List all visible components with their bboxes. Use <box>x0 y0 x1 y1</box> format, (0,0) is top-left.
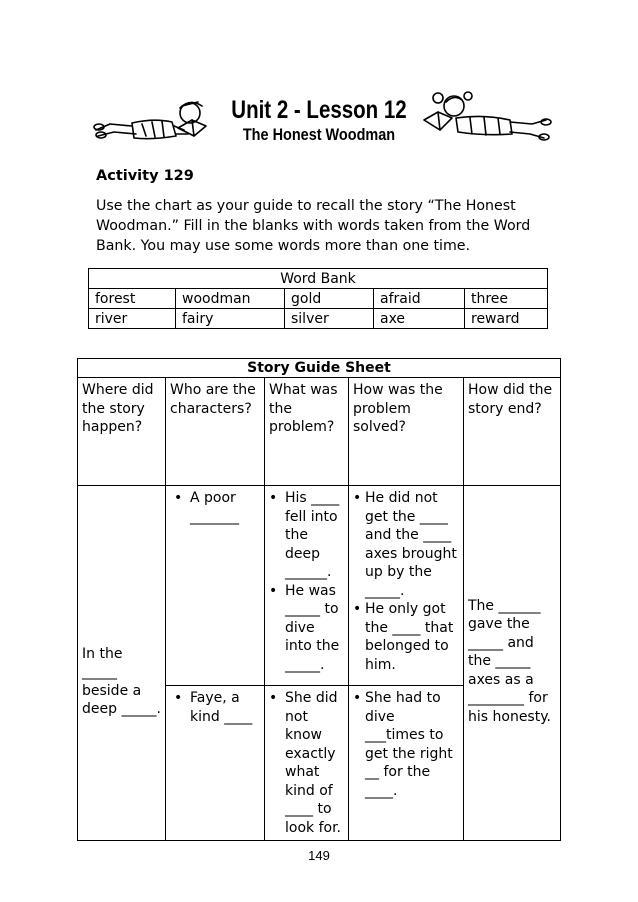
bullet-icon: • <box>269 690 278 706</box>
bullet-icon: • <box>269 490 278 506</box>
solved-cell-2 <box>349 686 464 841</box>
lesson-title: Unit 2 - Lesson 12 <box>231 96 407 124</box>
header-where: Where did the story happen? <box>78 378 166 486</box>
solution-1: He did not get the ____ and the ____ axes brought up by the _____. <box>365 490 457 599</box>
end-cell: The ______ gave the _____ and the _____ axes as a ________ for his honesty. <box>464 486 561 841</box>
word-bank-cell: woodman <box>176 289 285 309</box>
bullet-icon: • <box>174 490 183 506</box>
bullet-icon: • <box>353 601 362 617</box>
word-bank-table <box>88 268 548 329</box>
word-bank-cell: fairy <box>176 309 285 329</box>
activity-instructions: Use the chart as your guide to recall the story “The Honest Woodman.” Fill in the blanks with words taken from the Word Bank. You may use some words more than one time. <box>96 198 531 254</box>
bullet-icon: • <box>269 582 278 599</box>
activity-label: Activity 129 <box>96 168 194 184</box>
solution-3: She had to dive ___times to get the right __ for the ____. <box>365 690 453 799</box>
word-bank-cell: gold <box>285 289 374 309</box>
bullet-icon: • <box>174 690 183 706</box>
who-cell-1 <box>166 486 265 686</box>
header-end: How did the story end? <box>464 378 561 486</box>
word-bank-title: Word Bank <box>89 269 548 289</box>
lesson-subtitle: The Honest Woodman <box>242 125 396 144</box>
word-bank-cell: axe <box>374 309 465 329</box>
problem-1: His ____ fell into the deep ______. <box>285 490 340 580</box>
solved-cell-1 <box>349 486 464 686</box>
problem-cell-2 <box>265 686 349 841</box>
problem-3: She did not know exactly what kind of ____ to look for. <box>285 690 341 836</box>
word-bank-row <box>89 309 548 329</box>
header-who: Who are the characters? <box>166 378 265 486</box>
word-bank-cell: river <box>89 309 176 329</box>
page-number: 149 <box>308 848 330 863</box>
word-bank-cell: forest <box>89 289 176 309</box>
header-solved: How was the problem solved? <box>349 378 464 486</box>
bullet-icon: • <box>353 490 362 506</box>
character-1: A poor _______ <box>190 490 239 525</box>
who-cell-2 <box>166 686 265 841</box>
problem-cell-1 <box>265 486 349 686</box>
word-bank-cell: reward <box>465 309 548 329</box>
word-bank-cell: afraid <box>374 289 465 309</box>
solution-2: He only got the ____ that belonged to him. <box>365 601 454 673</box>
problem-2: He was _____ to dive into the _____. <box>285 582 340 673</box>
word-bank-cell: silver <box>285 309 374 329</box>
story-guide-title: Story Guide Sheet <box>78 359 561 378</box>
story-guide-row-1 <box>78 486 561 686</box>
character-2: Faye, a kind ____ <box>190 690 253 725</box>
header-problem: What was the problem? <box>265 378 349 486</box>
bullet-icon: • <box>353 690 362 706</box>
word-bank-row <box>89 289 548 309</box>
story-guide-header-row <box>78 378 561 486</box>
word-bank-cell: three <box>465 289 548 309</box>
where-cell: In the _____ beside a deep _____. <box>78 486 166 841</box>
story-guide-table <box>77 358 561 841</box>
